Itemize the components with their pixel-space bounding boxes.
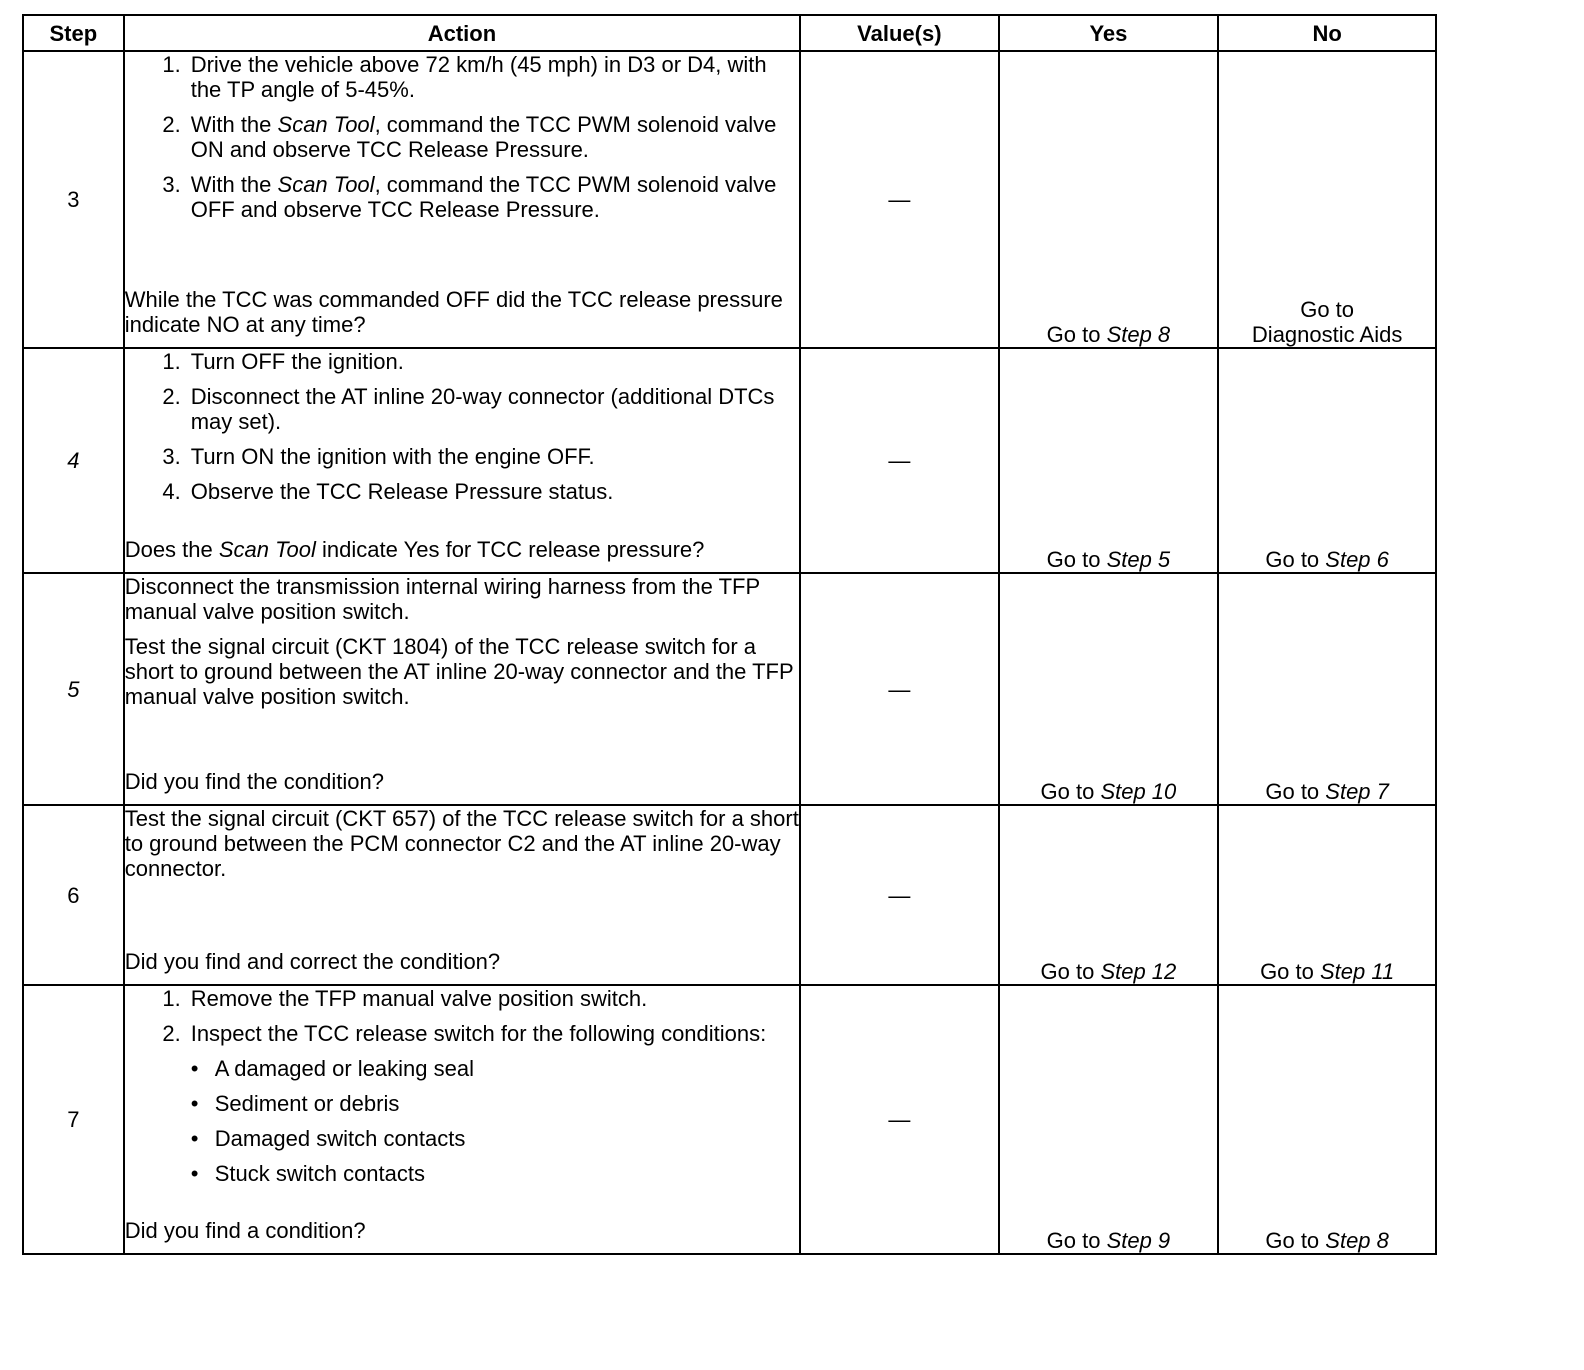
header-yes: Yes [999, 15, 1219, 51]
list-item: 2. Disconnect the AT inline 20-way connector (additional DTCs may set). [162, 384, 775, 434]
action-paragraph: Test the signal circuit (CKT 657) of the TCC release switch for a short to ground between the PCM connector C2 and the AT inline 20-way connector. [124, 806, 799, 881]
step-number: 3 [23, 51, 124, 348]
bullet-icon: • [190, 1126, 199, 1151]
yes-cell: Go to Step 5 [999, 348, 1219, 573]
value-cell [800, 51, 998, 348]
question-text: Does the Scan Tool indicate Yes for TCC release pressure? [124, 537, 705, 562]
action-cell [124, 573, 800, 805]
header-values: Value(s) [800, 15, 998, 51]
header-row [23, 15, 1436, 51]
bullet-icon: • [190, 1161, 199, 1186]
question-text: Did you find the condition? [124, 769, 384, 794]
header-step: Step [23, 15, 124, 51]
table-row-step-6 [23, 805, 1436, 985]
step-number: 5 [23, 573, 124, 805]
yes-cell: Go to Step 8 [999, 51, 1219, 348]
yes-cell: Go to Step 12 [999, 805, 1219, 985]
action-paragraph: Test the signal circuit (CKT 1804) of the TCC release switch for a short to ground between the AT inline 20-way connector and the TFP manual valve position switch. [124, 634, 794, 709]
list-item: 1. Turn OFF the ignition. [162, 349, 404, 374]
action-cell [124, 51, 800, 348]
table-row-step-4 [23, 348, 1436, 573]
bullet-item: • Stuck switch contacts [190, 1161, 426, 1186]
list-item: 1. Remove the TFP manual valve position switch. [162, 986, 648, 1011]
step-number: 6 [23, 805, 124, 985]
table-row-step-7 [23, 985, 1436, 1254]
value-dash: — [888, 1107, 911, 1132]
question-text: Did you find a condition? [124, 1218, 366, 1243]
header-action: Action [124, 15, 800, 51]
no-cell: Go to Diagnostic Aids [1218, 51, 1436, 348]
header-no: No [1218, 15, 1436, 51]
bullet-item: • Sediment or debris [190, 1091, 400, 1116]
bullet-item: • A damaged or leaking seal [190, 1056, 474, 1081]
yes-cell: Go to Step 9 [999, 985, 1219, 1254]
value-cell [800, 573, 998, 805]
list-item: 1. Drive the vehicle above 72 km/h (45 mph) in D3 or D4, with the TP angle of 5-45%. [162, 52, 767, 102]
bullet-item: • Damaged switch contacts [190, 1126, 466, 1151]
bullet-icon: • [190, 1091, 199, 1116]
no-cell: Go to Step 11 [1218, 805, 1436, 985]
value-dash: — [888, 448, 911, 473]
yes-cell: Go to Step 10 [999, 573, 1219, 805]
no-cell: Go to Step 6 [1218, 348, 1436, 573]
value-cell [800, 985, 998, 1254]
action-cell [124, 985, 800, 1254]
bullet-icon: • [190, 1056, 199, 1081]
list-item: 3. With the Scan Tool, command the TCC PWM solenoid valve OFF and observe TCC Release Pressure. [162, 172, 777, 222]
step-number: 4 [23, 348, 124, 573]
diagnostic-table [22, 14, 1437, 1255]
list-item: 3. Turn ON the ignition with the engine OFF. [162, 444, 595, 469]
action-cell [124, 805, 800, 985]
value-dash: — [888, 187, 911, 212]
action-cell [124, 348, 800, 573]
no-cell: Go to Step 8 [1218, 985, 1436, 1254]
question-text: While the TCC was commanded OFF did the TCC release pressure indicate NO at any time? [124, 287, 783, 337]
value-dash: — [888, 882, 911, 908]
value-cell [800, 348, 998, 573]
question-text: Did you find and correct the condition? [124, 949, 501, 974]
list-item: 4. Observe the TCC Release Pressure status. [162, 479, 614, 504]
list-item: 2. With the Scan Tool, command the TCC PWM solenoid valve ON and observe TCC Release Pressure. [162, 112, 777, 162]
value-cell [800, 805, 998, 985]
table-row-step-5 [23, 573, 1436, 805]
step-number: 7 [23, 985, 124, 1254]
no-cell: Go to Step 7 [1218, 573, 1436, 805]
list-item: 2. Inspect the TCC release switch for the following conditions: [162, 1021, 767, 1046]
table-row-step-3 [23, 51, 1436, 348]
value-dash: — [888, 676, 911, 702]
action-paragraph: Disconnect the transmission internal wiring harness from the TFP manual valve position switch. [124, 574, 760, 624]
